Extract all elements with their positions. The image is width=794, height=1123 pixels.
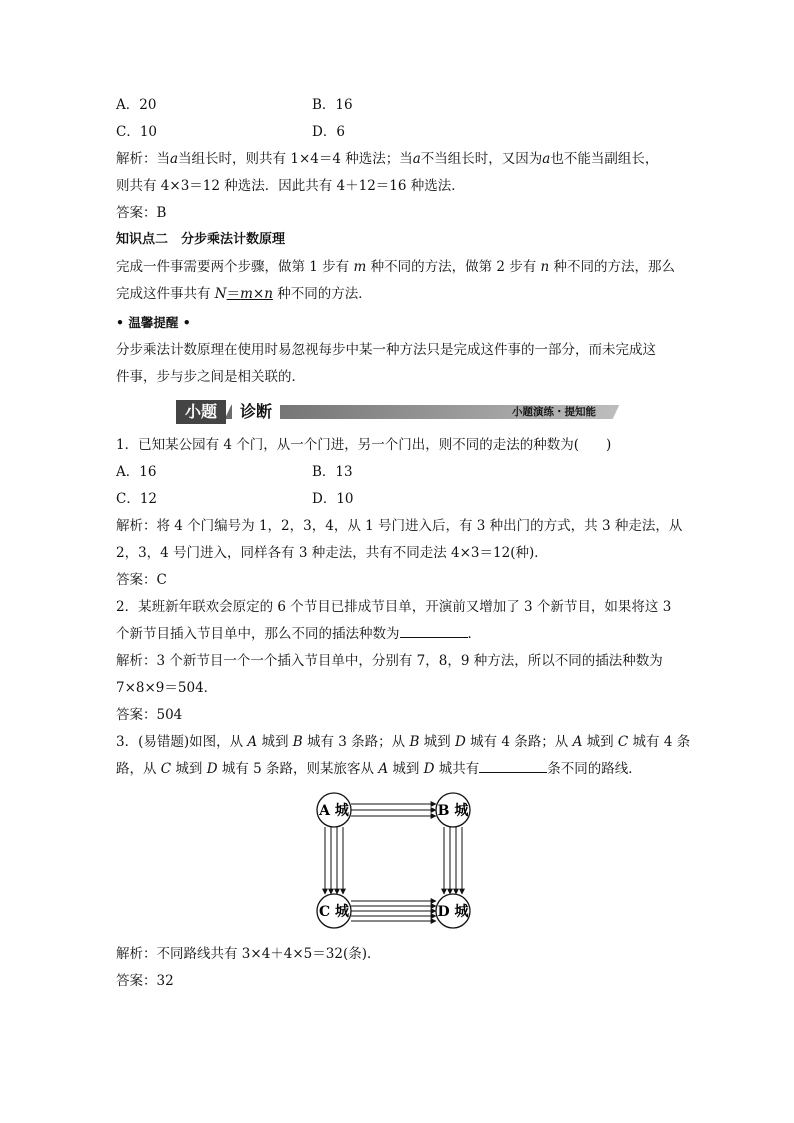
option-d: D．10 — [312, 491, 354, 507]
text: 完成一件事需要两个步骤，做第 1 步有 — [116, 259, 354, 275]
text: 也不能当副组长， — [550, 151, 659, 167]
text: 城到 — [257, 734, 293, 750]
var-D: D — [206, 761, 218, 777]
var-C: C — [160, 761, 172, 777]
var-B: B — [409, 734, 420, 750]
analysis-line: 7×8×9＝504． — [116, 680, 218, 696]
tip-line: 分步乘法计数原理在使用时易忽视每步中某一种方法只是完成这件事的一部分，而未完成这 — [116, 342, 656, 358]
answer: 答案：C — [116, 572, 167, 588]
answer: 答案：504 — [116, 707, 183, 723]
analysis-line — [116, 150, 658, 168]
answer-blank — [479, 760, 547, 773]
analysis-line: 2，3，4 号门进入，同样各有 3 种走法，共有不同走法 4×3＝12(种)． — [116, 545, 548, 561]
var-m: m — [353, 259, 367, 275]
tip-line: 件事，步与步之间是相关联的． — [116, 369, 305, 385]
text: 城共有 — [434, 761, 480, 777]
text: 城有 3 条路；从 — [302, 734, 410, 750]
option-b: B．13 — [312, 464, 353, 480]
knowledge-line — [116, 258, 675, 276]
var-n: n — [540, 259, 550, 275]
node-a-label: A 城 — [319, 803, 349, 819]
text: 城到 — [171, 761, 207, 777]
analysis-line: 解析：不同路线共有 3×4＋4×5＝32(条)． — [116, 946, 381, 962]
var-A: A — [572, 734, 583, 750]
var-a: a — [412, 151, 421, 167]
var-D: D — [423, 761, 435, 777]
var-a: a — [170, 151, 179, 167]
option-a: A．20 — [116, 97, 157, 113]
text: 条不同的路线． — [547, 761, 642, 777]
text: 城到 — [582, 734, 618, 750]
var-B: B — [292, 734, 303, 750]
knowledge-heading: 知识点二 分步乘法计数原理 — [116, 232, 286, 247]
tip-heading: • 温馨提醒 • — [116, 315, 191, 330]
banner-subtitle: 小题演练・提知能 — [512, 406, 596, 418]
option-c: C．12 — [116, 491, 158, 507]
text: 当 — [156, 151, 170, 167]
node-b-label: B 城 — [437, 803, 469, 819]
analysis-line: 解析：将 4 个门编号为 1，2，3，4，从 1 号门进入后，有 3 种出门的方式，共 3 种走法，从 — [116, 518, 683, 534]
text: ＝ — [226, 286, 241, 302]
question-stem: 1．已知某公园有 4 个门，从一个门进，另一个门出，则不同的走法的种数为( ) — [116, 437, 612, 453]
var-N: N — [214, 286, 227, 302]
text: 个新节目插入节目单中，那么不同的插法种数为 — [116, 626, 400, 642]
var-a: a — [542, 151, 551, 167]
text: 完成这件事共有 — [116, 286, 215, 302]
text: 种不同的方法，那么 — [549, 259, 676, 275]
answer: 答案：B — [116, 205, 167, 221]
section-banner — [176, 400, 616, 424]
option-d: D．6 — [312, 124, 345, 140]
text: 城到 — [388, 761, 424, 777]
option-c: C．10 — [116, 124, 158, 140]
text: 路，从 — [116, 761, 161, 777]
analysis-label: 解析： — [116, 151, 157, 167]
road-diagram — [310, 790, 480, 940]
text: 城有 5 条路，则某旅客从 — [217, 761, 379, 777]
text: 城有 4 条路；从 — [465, 734, 573, 750]
analysis-line: 则共有 4×3＝12 种选法．因此共有 4＋12＝16 种选法． — [116, 178, 465, 194]
answer: 答案：32 — [116, 973, 174, 989]
text: 种不同的方法，做第 2 步有 — [366, 259, 541, 275]
node-d-label: D 城 — [437, 904, 469, 920]
analysis-line: 解析：3 个新节目一个一个插入节目单中，分别有 7，8，9 种方法，所以不同的插法种数为 — [116, 653, 663, 669]
formula: m×n — [240, 286, 273, 302]
text: 种不同的方法． — [272, 286, 372, 302]
question-stem — [116, 625, 481, 643]
text: 3．(易错题)如图，从 — [116, 734, 248, 750]
text: ． — [467, 626, 481, 642]
var-C: C — [617, 734, 629, 750]
text: 城到 — [419, 734, 455, 750]
text: 当组长时，则共有 1×4＝4 种选法；当 — [178, 151, 413, 167]
option-b: B．16 — [312, 97, 353, 113]
text: 城有 4 条 — [628, 734, 691, 750]
var-A: A — [247, 734, 258, 750]
var-A: A — [378, 761, 389, 777]
option-a: A．16 — [116, 464, 157, 480]
formula-blank — [227, 286, 273, 302]
question-stem — [116, 733, 690, 751]
node-c-label: C 城 — [318, 904, 350, 920]
knowledge-line — [116, 285, 372, 303]
text: 不当组长时，又因为 — [420, 151, 543, 167]
banner-title-2: 诊断 — [232, 400, 280, 424]
question-stem: 2．某班新年联欢会原定的 6 个节目已排成节目单，开演前又增加了 3 个新节目，如果将这 3 — [116, 599, 672, 615]
question-stem — [116, 760, 642, 778]
answer-blank — [400, 625, 468, 638]
banner-title-1: 小题 — [176, 400, 226, 424]
var-D: D — [454, 734, 466, 750]
